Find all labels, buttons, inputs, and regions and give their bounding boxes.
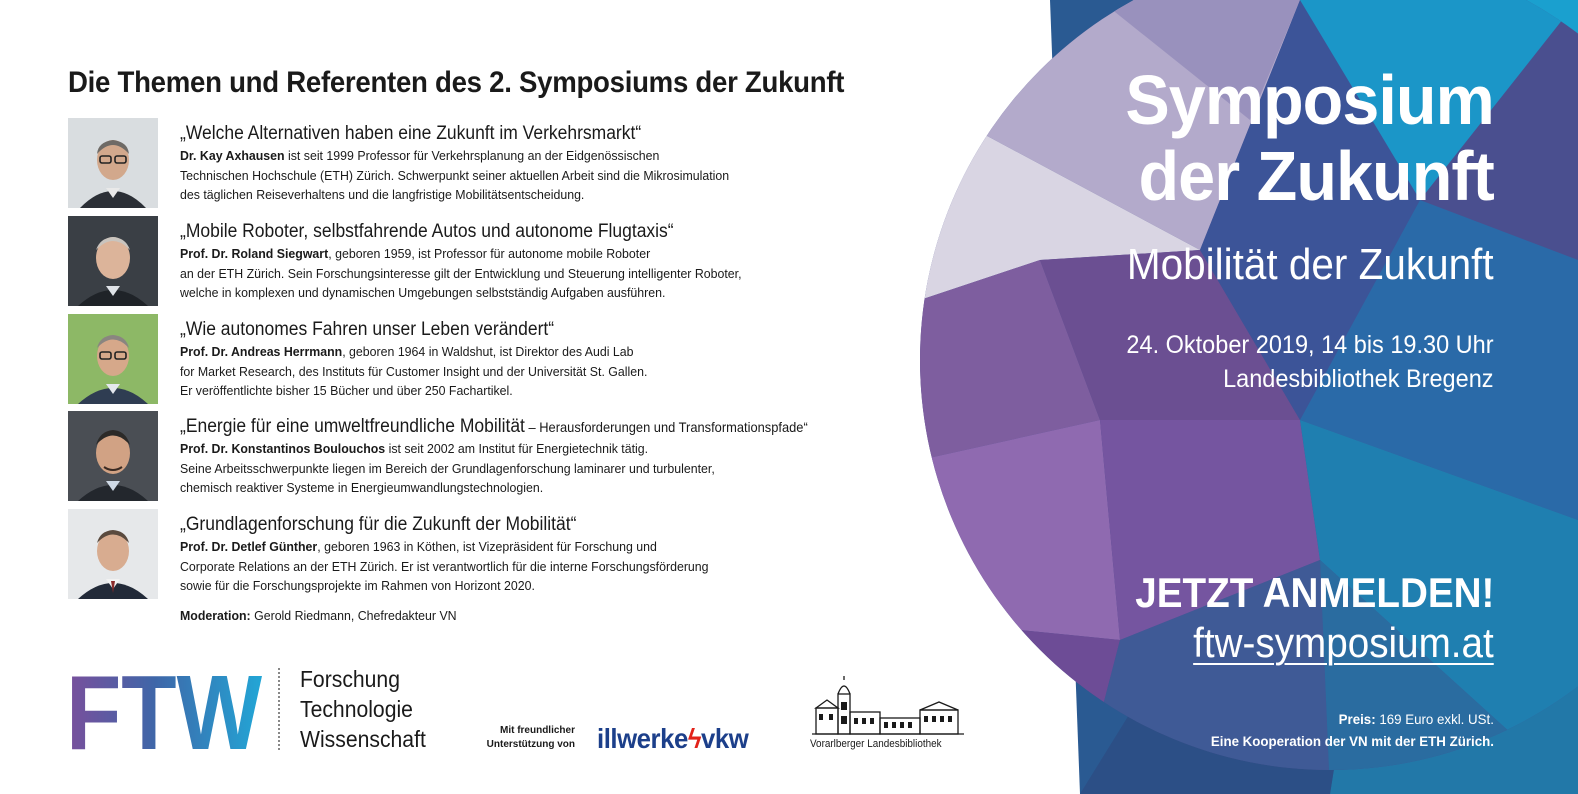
speaker-name: Prof. Dr. Detlef Günther	[180, 539, 318, 554]
support-line: Mit freundlicher	[499, 725, 575, 736]
vkw-text: vkw	[701, 723, 749, 754]
symposium-subtitle: Mobilität der Zukunft	[1127, 240, 1494, 289]
speaker-entry	[68, 509, 888, 601]
speaker-bio: des täglichen Reiseverhaltens und die langfristige Mobilitätsentscheidung.	[180, 187, 585, 202]
register-link[interactable]: ftw-symposium.at	[1193, 619, 1494, 666]
moderation-text: Gerold Riedmann, Chefredakteur VN	[250, 608, 457, 623]
speaker-name: Prof. Dr. Andreas Herrmann	[180, 344, 343, 359]
portrait-icon	[68, 509, 158, 599]
illwerke-text: illwerke	[597, 723, 688, 754]
symposium-title	[1126, 62, 1494, 214]
talk-title: „Mobile Roboter, selbstfahrende Autos und autonome Flugtaxis“	[180, 221, 674, 242]
cooperation-note: Eine Kooperation der VN mit der ETH Zürich.	[1210, 733, 1494, 749]
speaker-bio: Er veröffentlichte bisher 15 Bücher und über 250 Fachartikel.	[180, 383, 513, 398]
illwerke-vkw-logo	[597, 723, 748, 755]
speaker-bio: welche in komplexen und dynamischen Umgebungen selbstständig Aufgaben ausführen.	[180, 285, 666, 300]
divider	[278, 668, 280, 750]
speaker-bio: , geboren 1963 in Köthen, ist Vizepräsident für Forschung und	[317, 539, 657, 554]
price-info	[1211, 708, 1494, 752]
moderation-label: Moderation:	[180, 608, 251, 623]
library-name: Vorarlberger Landesbibliothek	[810, 738, 942, 750]
portrait-icon	[68, 118, 158, 208]
speaker-entry	[68, 216, 888, 308]
speaker-entry	[68, 314, 888, 406]
support-line: Unterstützung von	[486, 739, 575, 750]
speaker-bio: an der ETH Zürich. Sein Forschungsinteresse gilt der Entwicklung und Steuerung intelligenter Roboter,	[180, 265, 742, 281]
speaker-entry	[68, 411, 888, 503]
page-title: Die Themen und Referenten des 2. Symposiums der Zukunft	[68, 66, 845, 99]
speaker-bio: chemisch reaktiver Systeme in Energieumwandlungstechnologien.	[180, 480, 544, 495]
moderation-line	[180, 608, 457, 623]
price-value: 169 Euro exkl. USt.	[1375, 711, 1494, 727]
ftw-logo	[66, 654, 262, 772]
speaker-bio: sowie für die Forschungsprojekte im Rahmen von Horizont 2020.	[180, 578, 535, 593]
library-building-icon	[810, 678, 966, 736]
speaker-photo	[68, 509, 158, 599]
speaker-bio: Seine Arbeitsschwerpunkte liegen im Bereich der Grundlagenforschung laminarer und turbulenter,	[180, 460, 715, 476]
speaker-photo	[68, 118, 158, 208]
talk-title: „Wie autonomes Fahren unser Leben verändert“	[180, 319, 555, 340]
event-date: 24. Oktober 2019, 14 bis 19.30 Uhr	[1126, 331, 1494, 359]
ftw-logo-text: FTW	[66, 654, 262, 772]
talk-subtitle: – Herausforderungen und Transformationspfade“	[524, 419, 808, 435]
price-label: Preis:	[1338, 711, 1376, 727]
speaker-photo	[68, 411, 158, 501]
ftw-word: Forschung	[300, 666, 400, 692]
symposium-title-line: Symposium	[1125, 61, 1494, 139]
talk-title: „Energie für eine umweltfreundliche Mobilität	[180, 416, 525, 437]
event-details	[1127, 328, 1494, 396]
support-note	[480, 724, 575, 752]
ftw-word: Wissenschaft	[300, 726, 426, 752]
speaker-bio: , geboren 1959, ist Professor für autonome mobile Roboter	[328, 246, 651, 261]
portrait-icon	[68, 216, 158, 306]
portrait-icon	[68, 411, 158, 501]
speaker-bio: Technischen Hochschule (ETH) Zürich. Schwerpunkt seiner aktuellen Arbeit sind die Mikrosimulation	[180, 167, 730, 183]
portrait-icon	[68, 314, 158, 404]
speaker-name: Dr. Kay Axhausen	[180, 148, 285, 163]
event-venue: Landesbibliothek Bregenz	[1223, 365, 1494, 393]
symposium-title-line: der Zukunft	[1138, 137, 1494, 215]
speaker-entry	[68, 118, 888, 210]
speaker-photo	[68, 216, 158, 306]
register-call-to-action: JETZT ANMELDEN!	[1134, 569, 1494, 616]
speaker-bio: Corporate Relations an der ETH Zürich. Er ist verantwortlich für die interne Forschungsförderung	[180, 558, 709, 574]
speaker-bio: ist seit 2002 am Institut für Energietechnik tätig.	[385, 441, 649, 456]
ftw-word: Technologie	[300, 696, 413, 722]
speaker-bio: ist seit 1999 Professor für Verkehrsplanung an der Eidgenössischen	[284, 148, 660, 163]
speaker-name: Prof. Dr. Konstantinos Boulouchos	[180, 441, 386, 456]
speaker-bio: for Market Research, des Instituts für Customer Insight und der Universität St. Gallen.	[180, 363, 648, 379]
library-logo	[810, 678, 966, 754]
speaker-bio: , geboren 1964 in Waldshut, ist Direktor des Audi Lab	[342, 344, 634, 359]
talk-title: „Welche Alternativen haben eine Zukunft im Verkehrsmarkt“	[180, 123, 642, 144]
speaker-name: Prof. Dr. Roland Siegwart	[180, 246, 329, 261]
speaker-photo	[68, 314, 158, 404]
lightning-bolt-icon: ϟ	[687, 723, 702, 754]
ftw-wordmark	[300, 664, 426, 754]
talk-title: „Grundlagenforschung für die Zukunft der Mobilität“	[180, 514, 577, 535]
